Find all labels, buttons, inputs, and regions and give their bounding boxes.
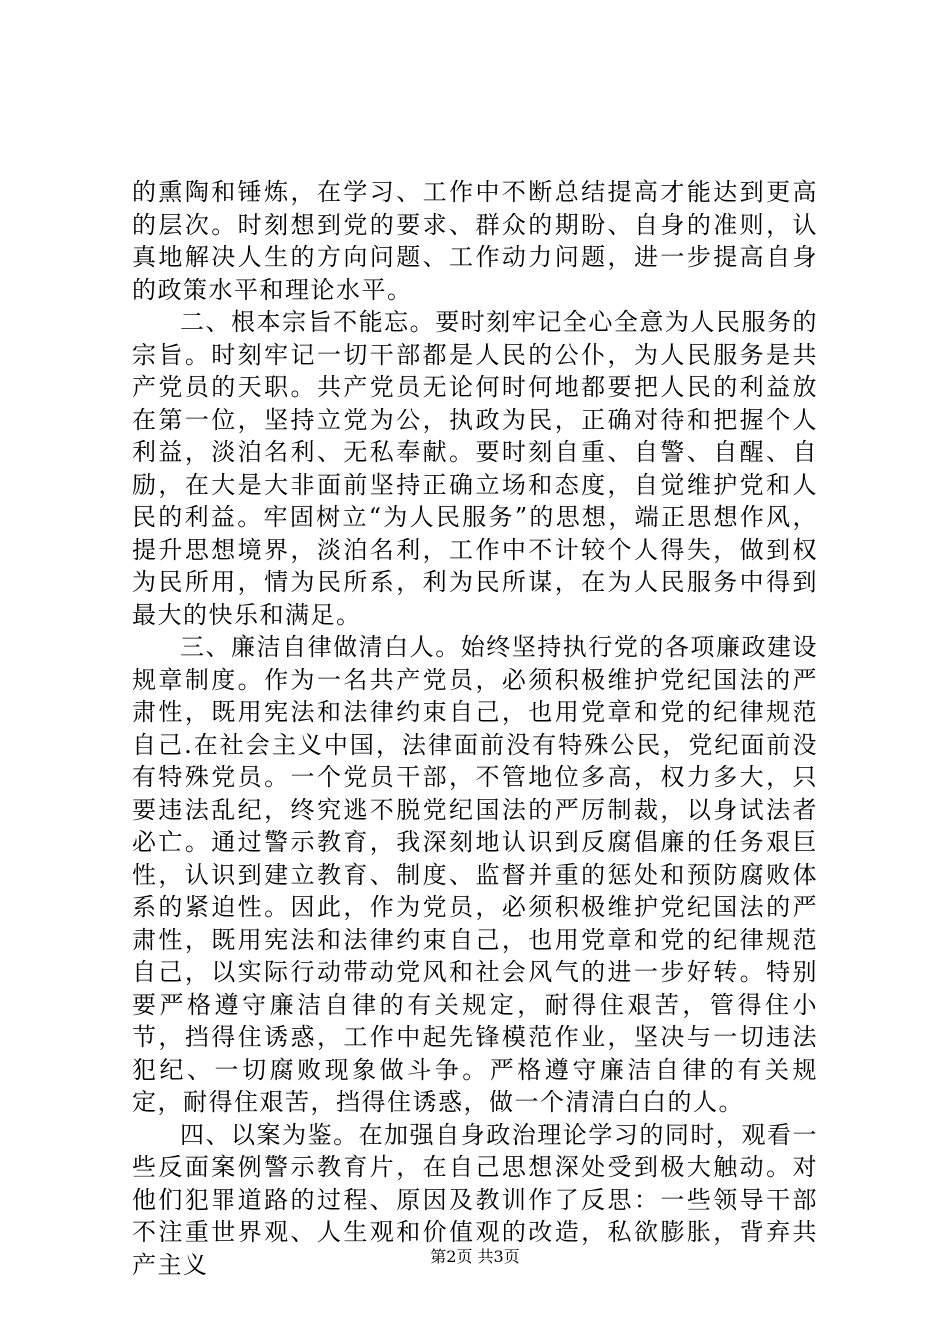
- paragraph-3: 三、廉洁自律做清白人。始终坚持执行党的各项廉政建设规章制度。作为一名共产党员，必须积极维护党纪国法的严肃性，既用宪法和法律约束自己，也用党章和党的纪律规范自己.在社会主义中国，法律面前没有特殊公民，党纪面前没有特殊党员。一个党员干部，不管地位多高，权力多大，只要违法乱纪，终究逃不脱党纪国法的严厉制裁，以身试法者必亡。通过警示教育，我深刻地认识到反腐倡廉的任务艰巨性，认识到建立教育、制度、监督并重的惩处和预防腐败体系的紧迫性。因此，作为党员，必须积极维护党纪国法的严肃性，既用宪法和法律约束自己，也用党章和党的纪律规范自己，以实际行动带动党风和社会风气的进一步好转。特别要严格遵守廉洁自律的有关规定，耐得住艰苦，管得住小节，挡得住诱惑，工作中起先锋模范作业，坚决与一切违法犯纪、一切腐败现象做斗争。严格遵守廉洁自律的有关规定，耐得住艰苦，挡得住诱惑，做一个清清白白的人。: [132, 633, 818, 1116]
- paragraph-1: 的熏陶和锤炼，在学习、工作中不断总结提高才能达到更高的层次。时刻想到党的要求、群众的期盼、自身的准则，认真地解决人生的方向问题、工作动力问题，进一步提高自身的政策水平和理论水平。: [132, 178, 818, 304]
- paragraph-2: 二、根本宗旨不能忘。要时刻牢记全心全意为人民服务的宗旨。时刻牢记一切干部都是人民的公仆，为人民服务是共产党员的天职。共产党员无论何时何地都要把人民的利益放在第一位，坚持立党为公，执政为民，正确对待和把握个人利益，淡泊名利、无私奉献。要时刻自重、自警、自醒、自励，在大是大非面前坚持正确立场和态度，自觉维护党和人民的利益。牢固树立“为人民服务”的思想，端正思想作风，提升思想境界，淡泊名利，工作中不计较个人得失，做到权为民所用，情为民所系，利为民所谋，在为人民服务中得到最大的快乐和满足。: [132, 308, 818, 629]
- document-body: [132, 176, 818, 1281]
- paragraph-4: 四、以案为鉴。在加强自身政治理论学习的同时，观看一些反面案例警示教育片，在自己思想深处受到极大触动。对他们犯罪道路的过程、原因及教训作了反思：一些领导干部不注重世界观、人生观和价值观的改造，私欲膨胀，背弃共产主义: [132, 1120, 818, 1279]
- page-number-footer: 第2页 共3页: [430, 1247, 520, 1266]
